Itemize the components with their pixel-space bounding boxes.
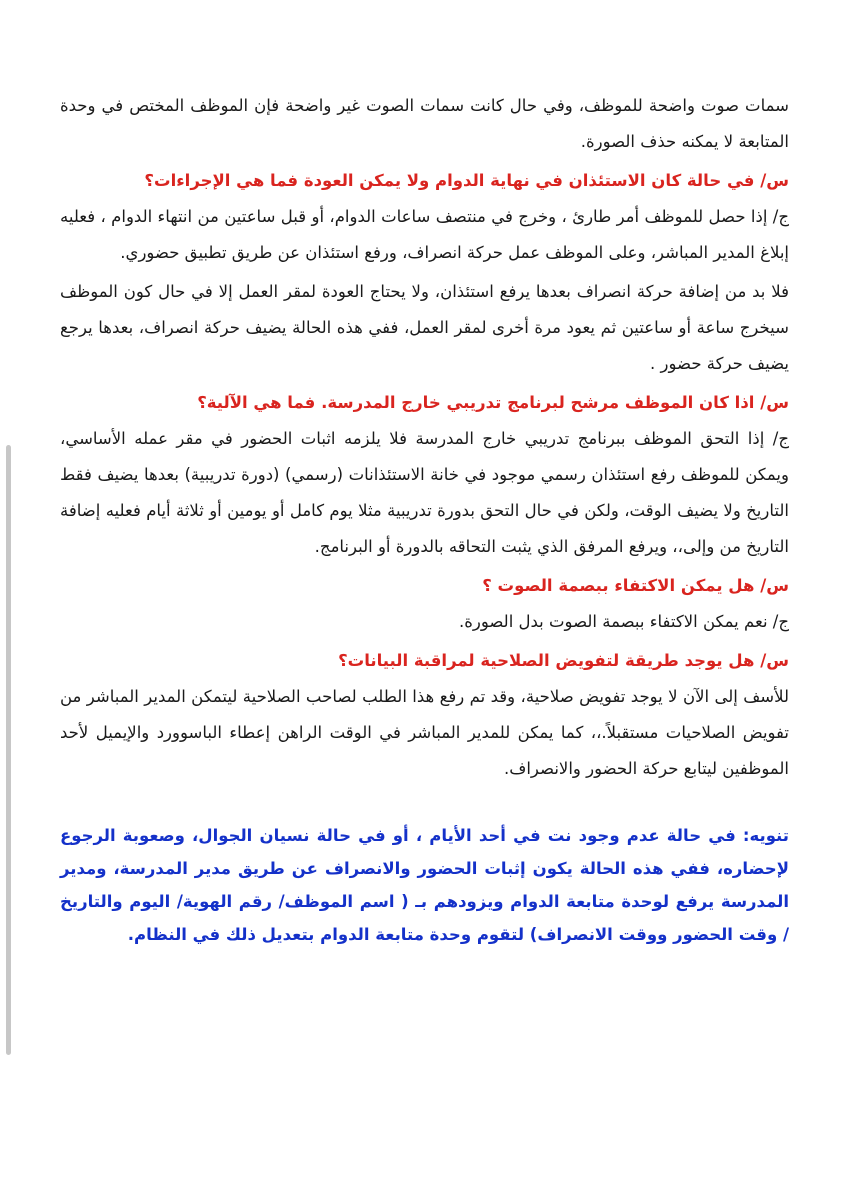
paragraph-voice-features: سمات صوت واضحة للموظف، وفي حال كانت سمات الصوت غير واضحة فإن الموظف المختص في وحدة المتابعة لا يمكنه حذف الصورة. xyxy=(60,96,789,151)
question-delegate-permission: س/ هل يوجد طريقة لتفويض الصلاحية لمراقبة البيانات؟ xyxy=(338,651,789,670)
note-no-internet: تنويه: في حالة عدم وجود نت في أحد الأيام ، أو في حالة نسيان الجوال، وصعوبة الرجوع لإحضاره، ففي هذه الحالة يكون إثبات الحضور والانصراف عن طريق مدير المدرسة، ومدير المدرسة يرفع لوحدة متابعة الدوام ويزودهم بـ ( اسم الموظف/ رقم الهوية/ اليوم والتاريخ / وقت الحضور ووقت الانصراف) لتقوم وحدة متابعة الدوام بتعديل ذلك في النظام. xyxy=(60,826,789,944)
answer-voice-print-only: ج/ نعم يمكن الاكتفاء ببصمة الصوت بدل الصورة. xyxy=(458,612,789,631)
scrollbar[interactable] xyxy=(6,445,11,1055)
question-training-program: س/ اذا كان الموظف مرشح لبرنامج تدريبي خارج المدرسة. فما هي الآلية؟ xyxy=(197,393,789,412)
document-page xyxy=(60,88,789,968)
answer-end-of-shift-permission: ج/ إذا حصل للموظف أمر طارئ ، وخرج في منتصف ساعات الدوام، أو قبل ساعتين من انتهاء الدوام ، فعليه إبلاغ المدير المباشر، وعلى الموظف عمل حركة انصراف، ورفع استئذان عن طريق تطبيق حضوري. xyxy=(60,207,789,262)
answer-delegate-permission: للأسف إلى الآن لا يوجد تفويض صلاحية، وقد تم رفع هذا الطلب لصاحب الصلاحية ليتمكن المدير المباشر من تفويض الصلاحيات مستقبلاً.،، كما يمكن للمدير المباشر في الوقت الراهن إعطاء الباسوورد والإيميل لأحد الموظفين ليتابع حركة الحضور والانصراف. xyxy=(60,687,789,778)
question-end-of-shift-permission: س/ في حالة كان الاستئذان في نهاية الدوام ولا يمكن العودة فما هي الإجراءات؟ xyxy=(144,171,789,190)
answer-end-of-shift-details: فلا بد من إضافة حركة انصراف بعدها يرفع استئذان، ولا يحتاج العودة لمقر العمل إلا في حال كون الموظف سيخرج ساعة أو ساعتين ثم يعود مرة أخرى لمقر العمل، ففي هذه الحالة يضيف حركة انصراف، بعدها يرجع يضيف حركة حضور . xyxy=(60,282,789,373)
answer-training-program: ج/ إذا التحق الموظف ببرنامج تدريبي خارج المدرسة فلا يلزمه اثبات الحضور في مقر عمله الأساسي، ويمكن للموظف رفع استئذان رسمي موجود في خانة الاستئذانات (رسمي) (دورة تدريبية) بعدها يضيف فقط التاريخ ولا يضيف الوقت، ولكن في حال التحق بدورة تدريبية مثلا يوم كامل أو يومين أو ثلاثة أيام فعليه إضافة التاريخ من وإلى،، ويرفع المرفق الذي يثبت التحاقه بالدورة أو البرنامج. xyxy=(60,429,789,556)
question-voice-print-only: س/ هل يمكن الاكتفاء ببصمة الصوت ؟ xyxy=(482,576,789,595)
